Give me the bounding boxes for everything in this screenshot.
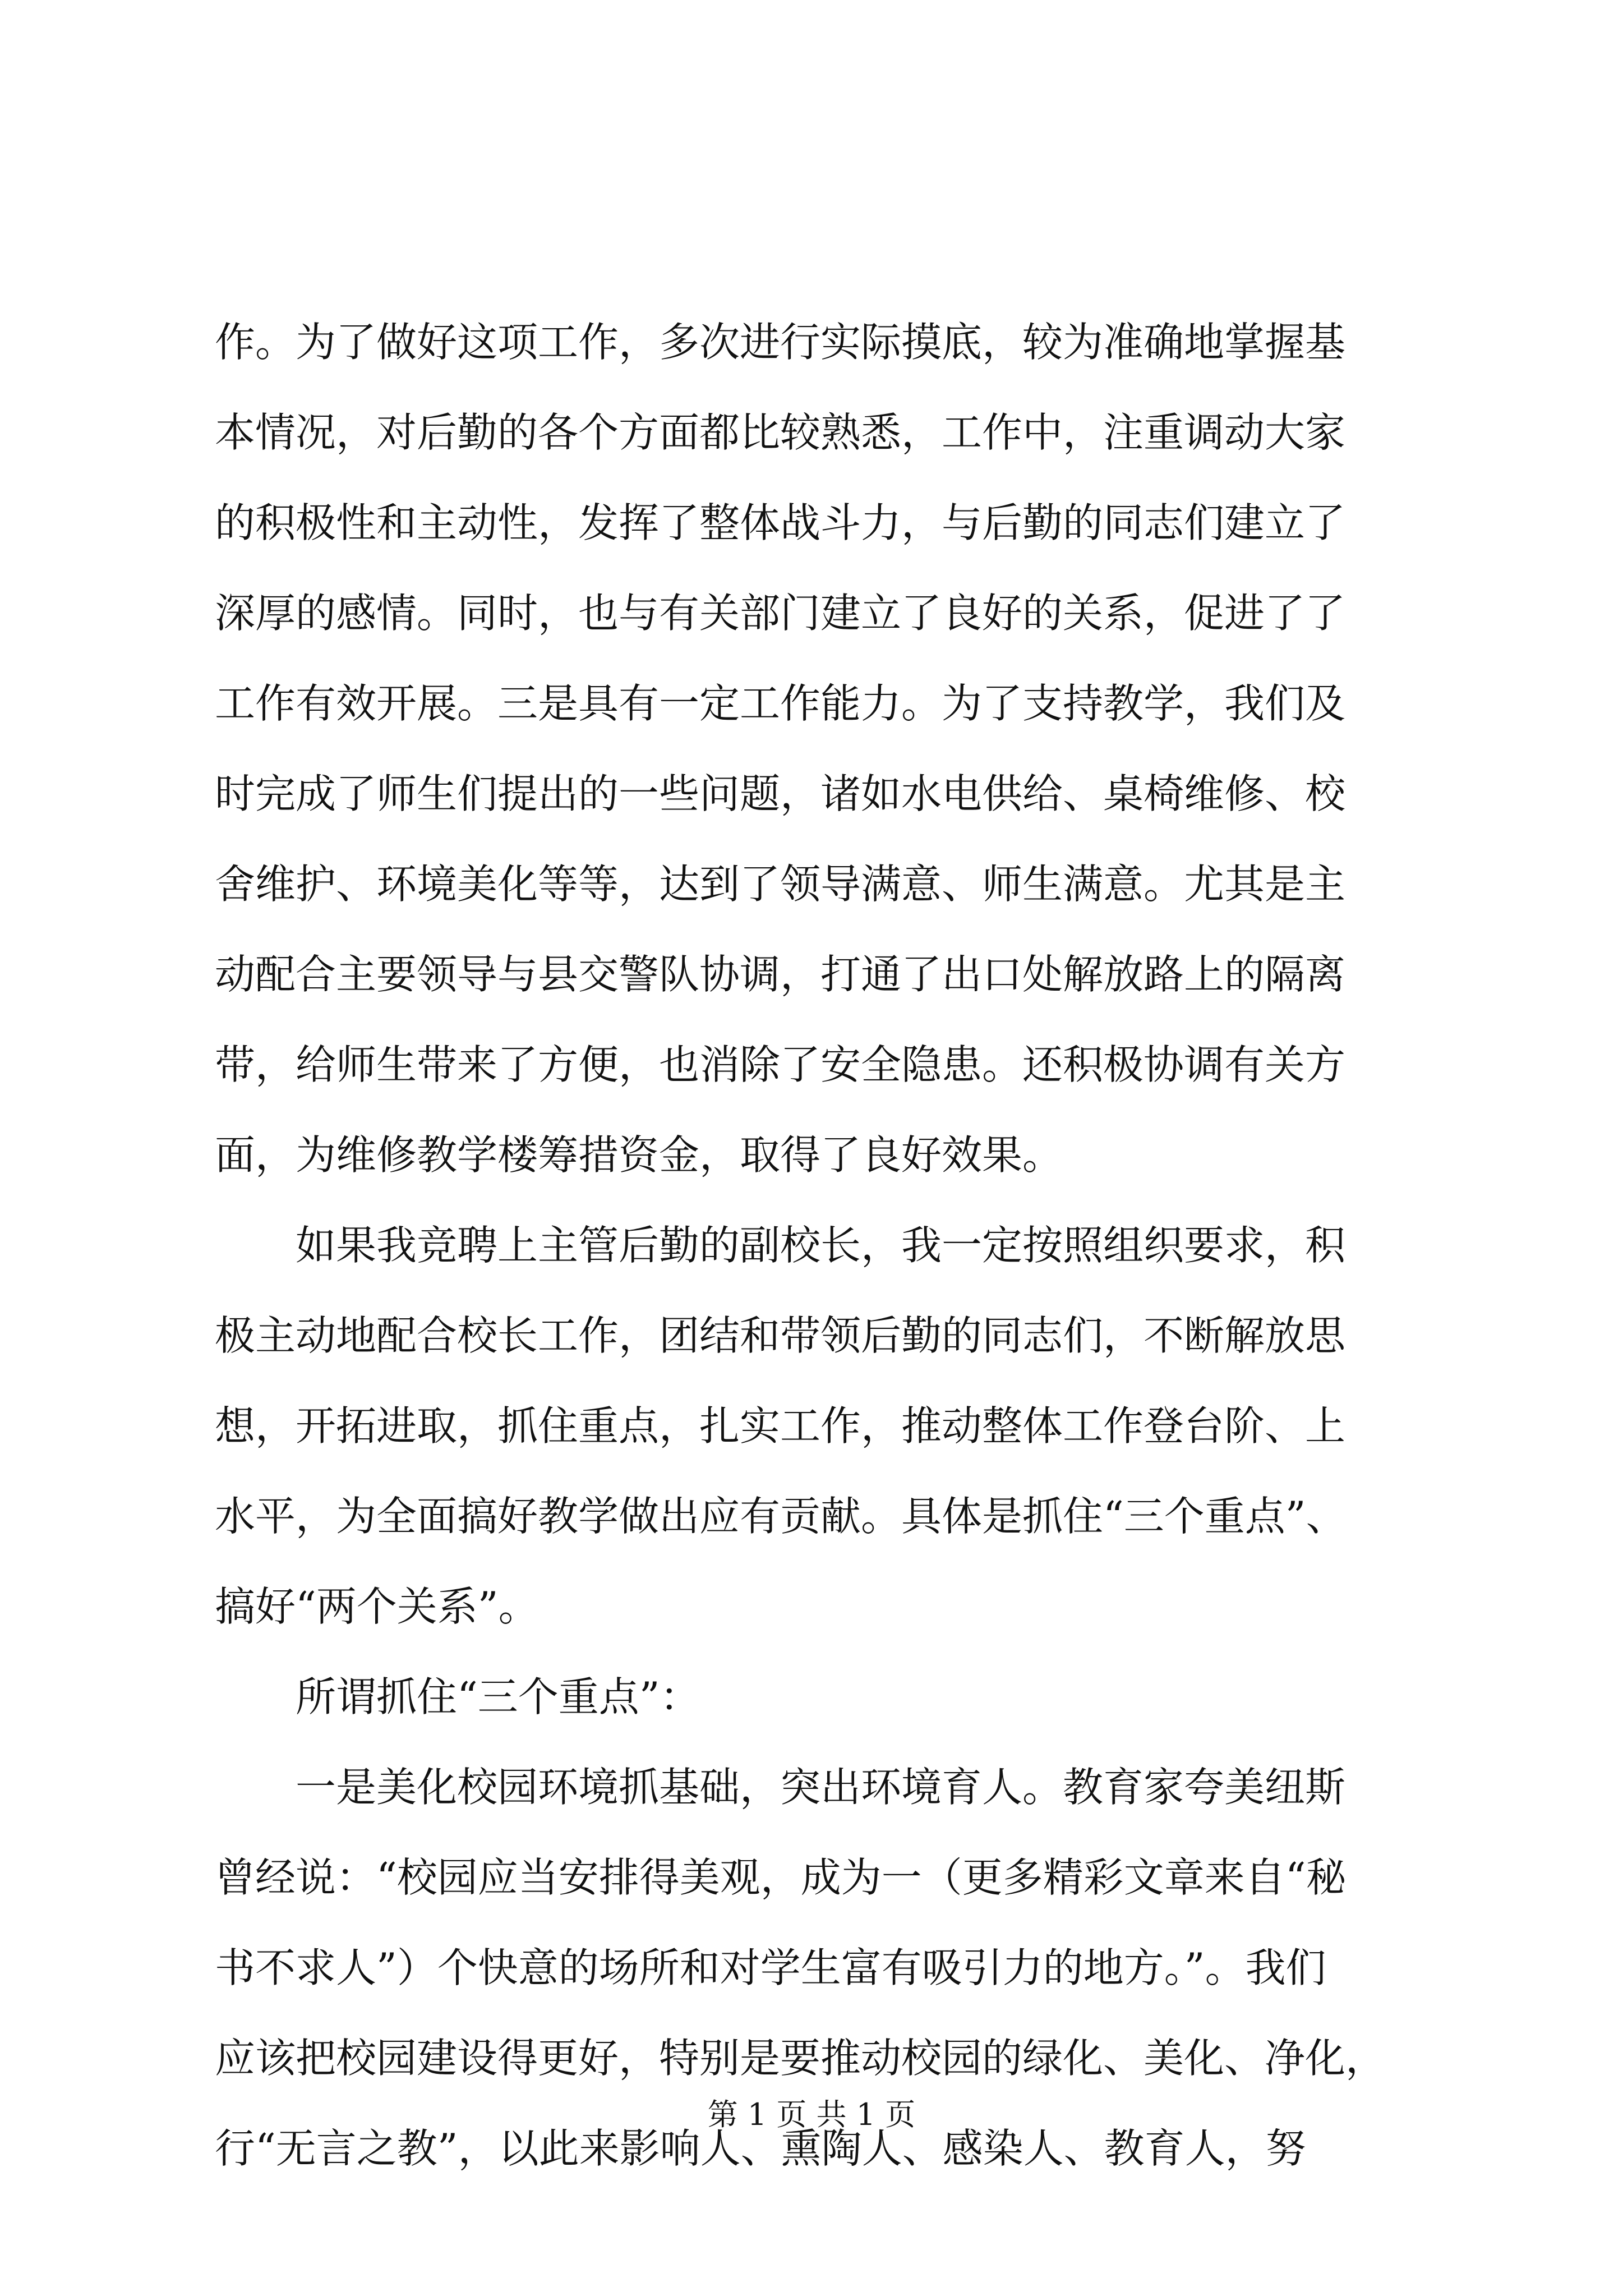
text-line: 工作有效开展。三是具有一定工作能力。为了支持教学，我们及 xyxy=(215,680,1346,727)
document-body xyxy=(215,297,1418,2194)
text-line: 的积极性和主动性，发挥了整体战斗力，与后勤的同志们建立了 xyxy=(215,499,1346,546)
page-number-label: 第 1 页 共 1 页 xyxy=(707,2097,916,2132)
text-line: 所谓抓住“三个重点”： xyxy=(215,1673,700,1720)
text-line: 作。为了做好这项工作，多次进行实际摸底，较为准确地掌握基 xyxy=(215,319,1346,366)
text-line: 如果我竞聘上主管后勤的副校长，我一定按照组织要求，积 xyxy=(215,1222,1346,1269)
text-line: 行“无言之教”，以此来影响人、熏陶人、感染人、教育人，努 xyxy=(215,2125,1306,2172)
text-line: 水平，为全面搞好教学做出应有贡献。具体是抓住“三个重点”、 xyxy=(215,1493,1347,1540)
text-line: 深厚的感情。同时，也与有关部门建立了良好的关系，促进了了 xyxy=(215,590,1346,637)
text-line: 极主动地配合校长工作，团结和带领后勤的同志们，不断解放思 xyxy=(215,1312,1346,1359)
text-line: 带，给师生带来了方便，也消除了安全隐患。还积极协调有关方 xyxy=(215,1041,1346,1088)
text-line: 曾经说：“校园应当安排得美观，成为一（更多精彩文章来自“秘 xyxy=(215,1854,1347,1901)
text-line: 想，开拓进取，抓住重点，扎实工作，推动整体工作登台阶、上 xyxy=(215,1402,1346,1450)
text-line: 时完成了师生们提出的一些问题，诸如水电供给、桌椅维修、校 xyxy=(215,770,1346,817)
text-line: 舍维护、环境美化等等，达到了领导满意、师生满意。尤其是主 xyxy=(215,861,1346,908)
text-line: 书不求人”）个快意的场所和对学生富有吸引力的地方。”。我们 xyxy=(215,1944,1326,1991)
page-footer xyxy=(0,2092,1623,2137)
text-line: 本情况，对后勤的各个方面都比较熟悉，工作中，注重调动大家 xyxy=(215,409,1346,456)
text-line: 动配合主要领导与县交警队协调，打通了出口处解放路上的隔离 xyxy=(215,951,1346,998)
text-line: 应该把校园建设得更好，特别是要推动校园的绿化、美化、净化， xyxy=(215,2035,1386,2082)
text-line: 一是美化校园环境抓基础，突出环境育人。教育家夸美纽斯 xyxy=(215,1764,1346,1811)
text-line: 搞好“两个关系”。 xyxy=(215,1583,539,1630)
text-line: 面，为维修教学楼筹措资金，取得了良好效果。 xyxy=(215,1131,1063,1179)
